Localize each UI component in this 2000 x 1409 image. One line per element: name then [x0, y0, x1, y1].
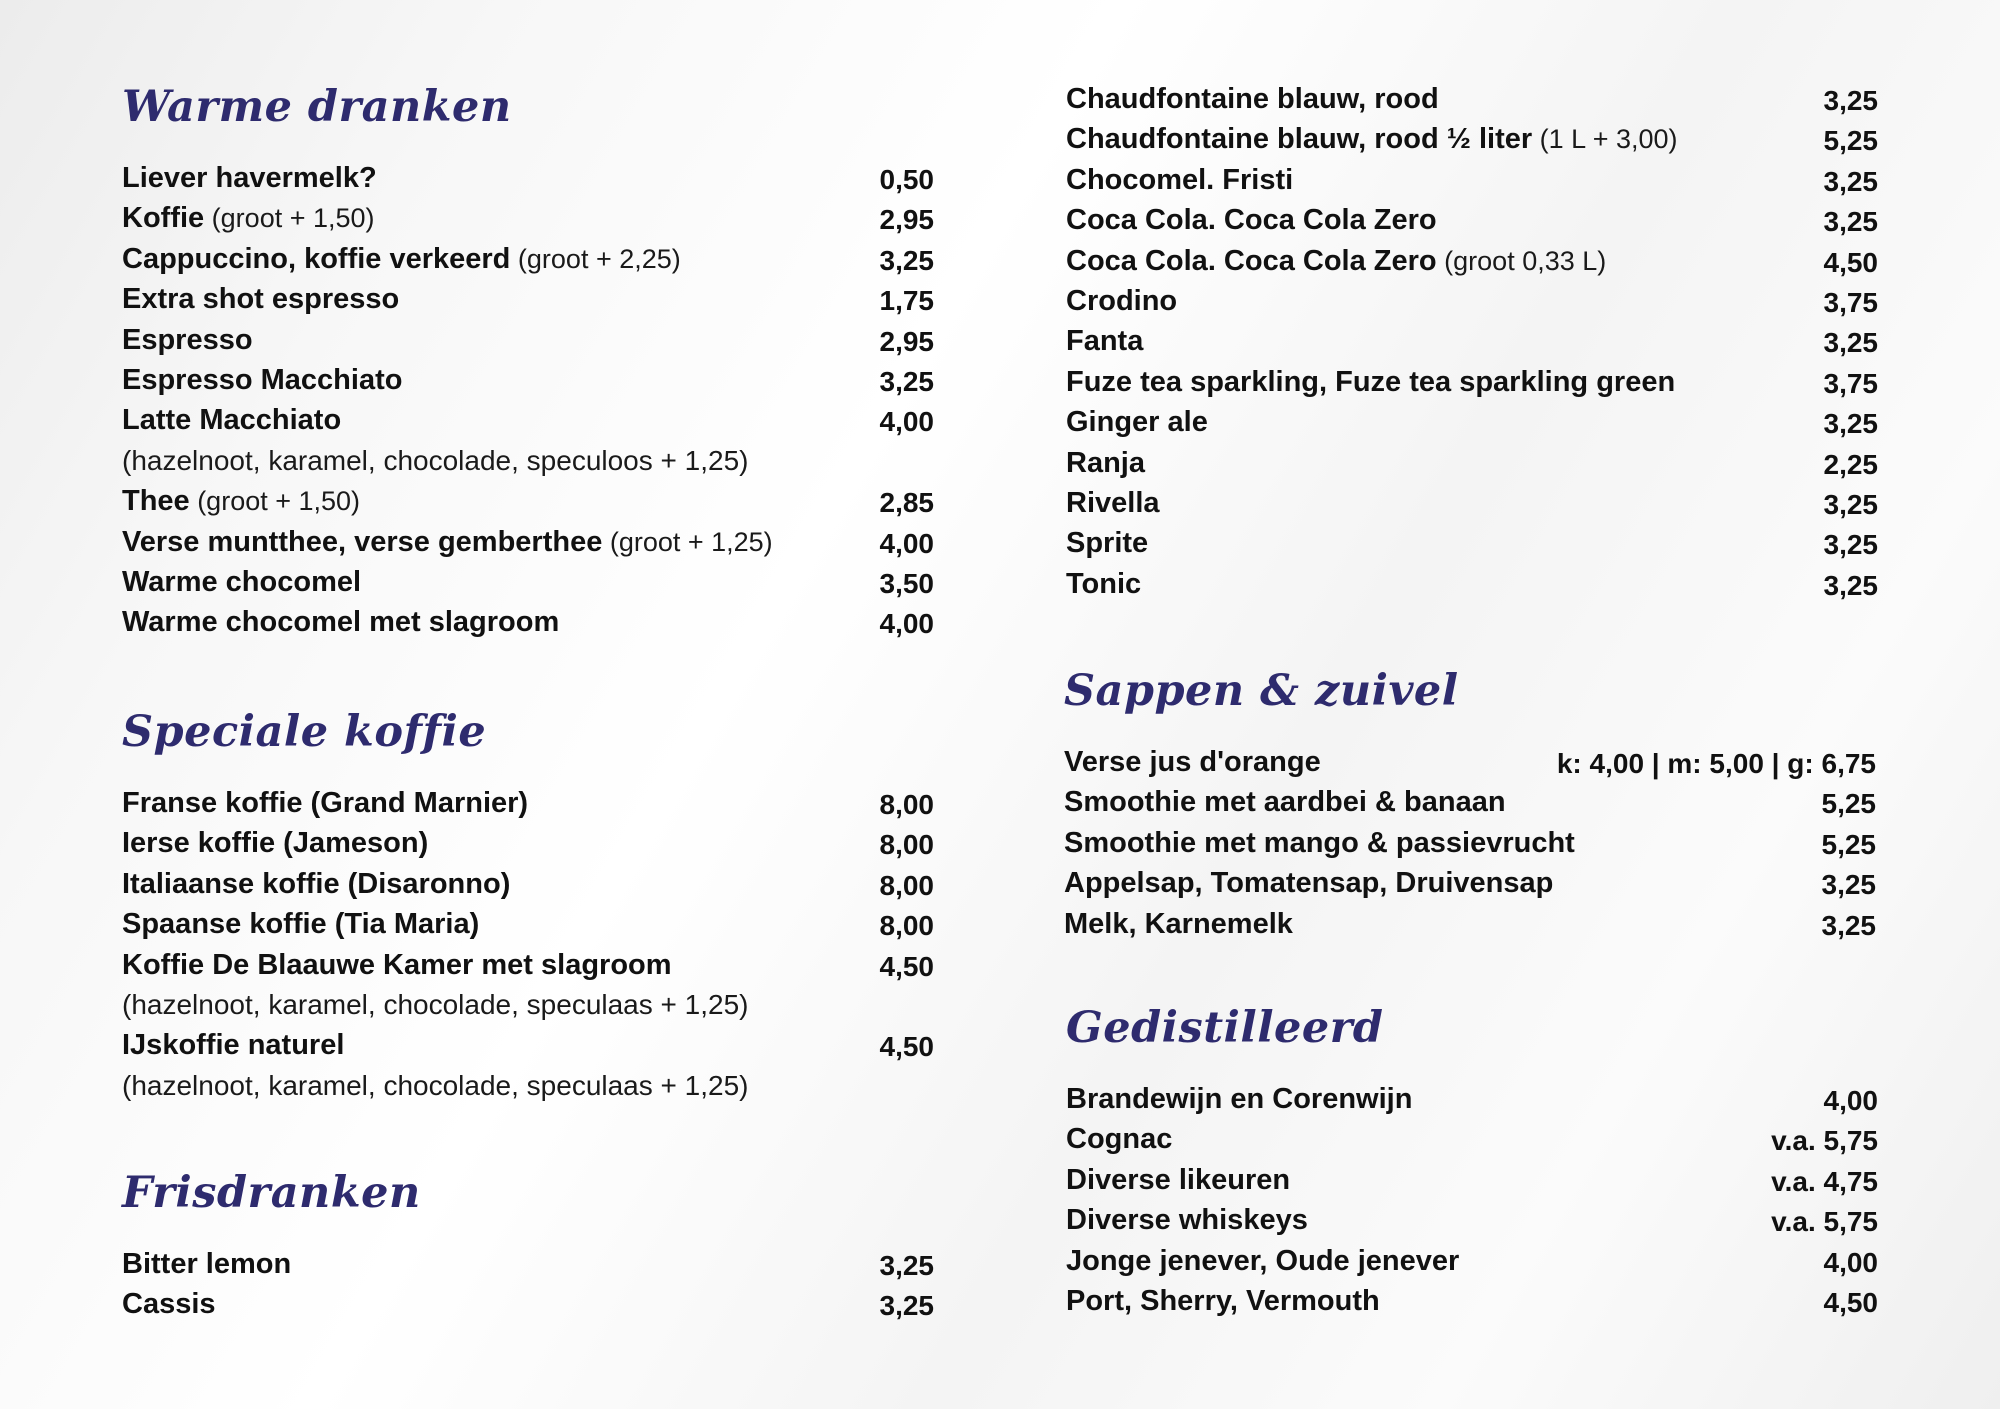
menu-item	[1066, 119, 1878, 159]
item-note: (hazelnoot, karamel, chocolade, speculaas + 1,25)	[122, 988, 749, 1020]
item-price: 3,25	[1823, 85, 1878, 116]
item-name: Extra shot espresso	[122, 283, 400, 316]
item-price: 1,75	[879, 285, 934, 317]
item-name: Warme chocomel met slagroom	[122, 606, 560, 639]
menu-item	[1066, 160, 1878, 200]
item-price: 4,50	[879, 950, 934, 982]
item-note: (1 L + 3,00)	[1532, 124, 1678, 155]
menu-item	[122, 904, 934, 944]
item-price: 8,00	[879, 869, 934, 901]
item-price: 8,00	[879, 910, 934, 942]
menu-item	[1064, 904, 1876, 944]
item-price: 3,75	[1823, 367, 1878, 399]
section-sappen-zuivel	[1064, 666, 1876, 941]
item-name: Cognac	[1066, 1123, 1173, 1156]
item-price: 0,50	[879, 164, 934, 195]
item-note: (groot + 2,25)	[510, 243, 681, 274]
item-price: 4,50	[1823, 1286, 1878, 1318]
item-name: Verse muntthee, verse gemberthee	[122, 525, 603, 558]
menu-item	[122, 320, 934, 360]
menu-item	[1064, 782, 1876, 822]
item-name: Fuze tea sparkling, Fuze tea sparkling green	[1066, 365, 1676, 398]
item-price: 3,25	[1821, 869, 1876, 901]
item-price: 3,25	[879, 1290, 934, 1322]
menu-item	[1066, 1200, 1878, 1240]
item-name: Chaudfontaine blauw, rood	[1066, 83, 1439, 115]
menu-item	[122, 562, 934, 602]
item-name: Fanta	[1066, 325, 1144, 358]
item-name: IJskoffie naturel	[122, 1029, 345, 1062]
menu-item	[122, 360, 934, 400]
menu-item	[122, 279, 934, 319]
item-name: Melk, Karnemelk	[1064, 907, 1293, 940]
item-name: Ginger ale	[1066, 406, 1208, 439]
menu-item	[122, 864, 934, 904]
section-heading: Warme dranken	[122, 82, 512, 132]
menu-item	[1064, 863, 1876, 903]
item-price: 8,00	[879, 789, 934, 820]
item-price: 3,25	[879, 365, 934, 397]
menu-item	[1066, 1079, 1878, 1119]
item-price: v.a. 5,75	[1771, 1206, 1878, 1238]
item-name: Ierse koffie (Jameson)	[122, 827, 429, 860]
item-list	[122, 1244, 934, 1325]
menu-item	[1066, 79, 1878, 119]
menu-item	[1066, 200, 1878, 240]
menu-item	[1066, 1160, 1878, 1200]
menu-item	[122, 1025, 934, 1065]
item-note: (hazelnoot, karamel, chocolade, speculaas + 1,25)	[122, 1069, 749, 1101]
item-name: Latte Macchiato	[122, 404, 342, 437]
item-price: 2,85	[879, 487, 934, 519]
item-price: 5,25	[1821, 788, 1876, 820]
menu-item	[122, 481, 934, 521]
item-name: Smoothie met mango & passievrucht	[1064, 826, 1575, 859]
item-list	[122, 783, 934, 1106]
menu-item	[122, 1284, 934, 1324]
item-price: 4,50	[1823, 246, 1878, 278]
menu-item	[1066, 1119, 1878, 1159]
item-name: Italiaanse koffie (Disaronno)	[122, 867, 511, 900]
section-heading: Sappen & zuivel	[1064, 666, 1459, 716]
item-name: Brandewijn en Corenwijn	[1066, 1083, 1413, 1115]
item-price: 3,25	[1821, 909, 1876, 941]
item-price: 2,95	[879, 325, 934, 357]
item-name: Ranja	[1066, 446, 1145, 479]
item-price: v.a. 5,75	[1771, 1125, 1878, 1157]
menu-item	[1066, 402, 1878, 442]
menu-item	[1066, 281, 1878, 321]
item-note: (groot 0,33 L)	[1436, 245, 1607, 276]
item-price: 4,50	[879, 1031, 934, 1063]
item-name: Chocomel. Fristi	[1066, 163, 1294, 196]
item-price: 5,25	[1821, 828, 1876, 860]
item-price: 3,75	[1823, 286, 1878, 318]
item-name: Diverse whiskeys	[1066, 1204, 1308, 1237]
item-note: (groot + 1,50)	[189, 486, 361, 517]
item-price: 3,25	[879, 1250, 934, 1281]
menu-item	[1066, 362, 1878, 402]
section-gedistilleerd	[1066, 1003, 1878, 1318]
menu-item	[122, 522, 934, 562]
item-price: 8,00	[879, 829, 934, 861]
item-price: 3,50	[879, 567, 934, 599]
item-price: 3,25	[1823, 408, 1878, 440]
item-name: Cappuccino, koffie verkeerd	[122, 242, 511, 275]
menu-item	[1066, 241, 1878, 281]
menu-item	[122, 602, 934, 642]
item-price: 4,00	[879, 406, 934, 438]
item-name: Jonge jenever, Oude jenever	[1066, 1244, 1460, 1277]
item-name: Espresso Macchiato	[122, 363, 403, 396]
menu-item	[1066, 1241, 1878, 1281]
section-frisdranken	[122, 1168, 934, 1322]
item-price: 3,25	[1823, 569, 1878, 601]
item-name: Diverse likeuren	[1066, 1163, 1291, 1196]
item-name: Crodino	[1066, 284, 1178, 317]
item-list	[1064, 742, 1876, 944]
menu-item	[122, 823, 934, 863]
menu-item	[122, 400, 934, 440]
item-price: 4,00	[1823, 1246, 1878, 1278]
item-price: 2,25	[1823, 448, 1878, 480]
item-price: 3,25	[1823, 327, 1878, 359]
menu-item	[1064, 742, 1876, 782]
item-note: (groot + 1,50)	[204, 203, 375, 234]
item-name: Liever havermelk?	[122, 162, 377, 194]
item-price: 2,95	[879, 204, 934, 236]
menu-item	[1064, 823, 1876, 863]
menu-item	[122, 783, 934, 823]
item-list	[1066, 1079, 1878, 1321]
item-price: 3,25	[1823, 206, 1878, 238]
item-name: Coca Cola. Coca Cola Zero	[1066, 244, 1437, 277]
item-price: 4,00	[1823, 1085, 1878, 1116]
menu-item-note-line	[122, 1066, 934, 1106]
item-price: 3,25	[1823, 165, 1878, 197]
section-heading: Speciale koffie	[122, 707, 487, 757]
item-name: Smoothie met aardbei & banaan	[1064, 786, 1506, 819]
item-name: Appelsap, Tomatensap, Druivensap	[1064, 867, 1554, 900]
item-name: Verse jus d'orange	[1064, 746, 1321, 778]
item-name: Espresso	[122, 323, 253, 356]
menu-item	[1066, 483, 1878, 523]
item-name: Tonic	[1066, 567, 1142, 600]
item-name: Port, Sherry, Vermouth	[1066, 1284, 1380, 1317]
menu-item	[1066, 321, 1878, 361]
item-list	[122, 158, 934, 643]
menu-item	[122, 198, 934, 238]
menu-item-note-line	[122, 441, 934, 481]
item-price: k: 4,00 | m: 5,00 | g: 6,75	[1556, 748, 1876, 779]
section-warme-dranken	[122, 82, 934, 640]
item-name: Koffie	[122, 202, 205, 235]
item-name: Bitter lemon	[122, 1248, 292, 1280]
item-price: 4,00	[879, 608, 934, 640]
menu-item	[122, 945, 934, 985]
item-name: Franse koffie (Grand Marnier)	[122, 787, 529, 819]
item-name: Cassis	[122, 1288, 216, 1321]
item-name: Spaanse koffie (Tia Maria)	[122, 908, 480, 941]
item-name: Sprite	[1066, 527, 1149, 560]
menu-item	[1066, 443, 1878, 483]
menu-item-note-line	[122, 985, 934, 1025]
item-price: 3,25	[879, 244, 934, 276]
item-name: Rivella	[1066, 486, 1160, 519]
menu-item	[122, 239, 934, 279]
menu-item	[1066, 564, 1878, 604]
item-name: Chaudfontaine blauw, rood ½ liter	[1066, 123, 1533, 156]
menu-item	[1066, 523, 1878, 563]
item-name: Thee	[122, 485, 190, 518]
item-price: 4,00	[879, 527, 934, 559]
item-price: v.a. 4,75	[1771, 1165, 1878, 1197]
item-name: Coca Cola. Coca Cola Zero	[1066, 204, 1437, 237]
menu-item	[1066, 1281, 1878, 1321]
item-price: 3,25	[1823, 529, 1878, 561]
item-price: 3,25	[1823, 488, 1878, 520]
item-note: (hazelnoot, karamel, chocolade, speculoos + 1,25)	[122, 444, 749, 476]
item-list	[1066, 79, 1878, 604]
menu-item	[122, 158, 934, 198]
item-note: (groot + 1,25)	[602, 526, 773, 557]
menu-item	[122, 1244, 934, 1284]
item-price: 5,25	[1823, 125, 1878, 157]
item-name: Warme chocomel	[122, 565, 362, 598]
section-speciale-koffie	[122, 707, 934, 1101]
section-heading: Gedistilleerd	[1066, 1003, 1384, 1053]
section-heading: Frisdranken	[122, 1168, 421, 1218]
item-name: Koffie De Blaauwe Kamer met slagroom	[122, 948, 672, 981]
